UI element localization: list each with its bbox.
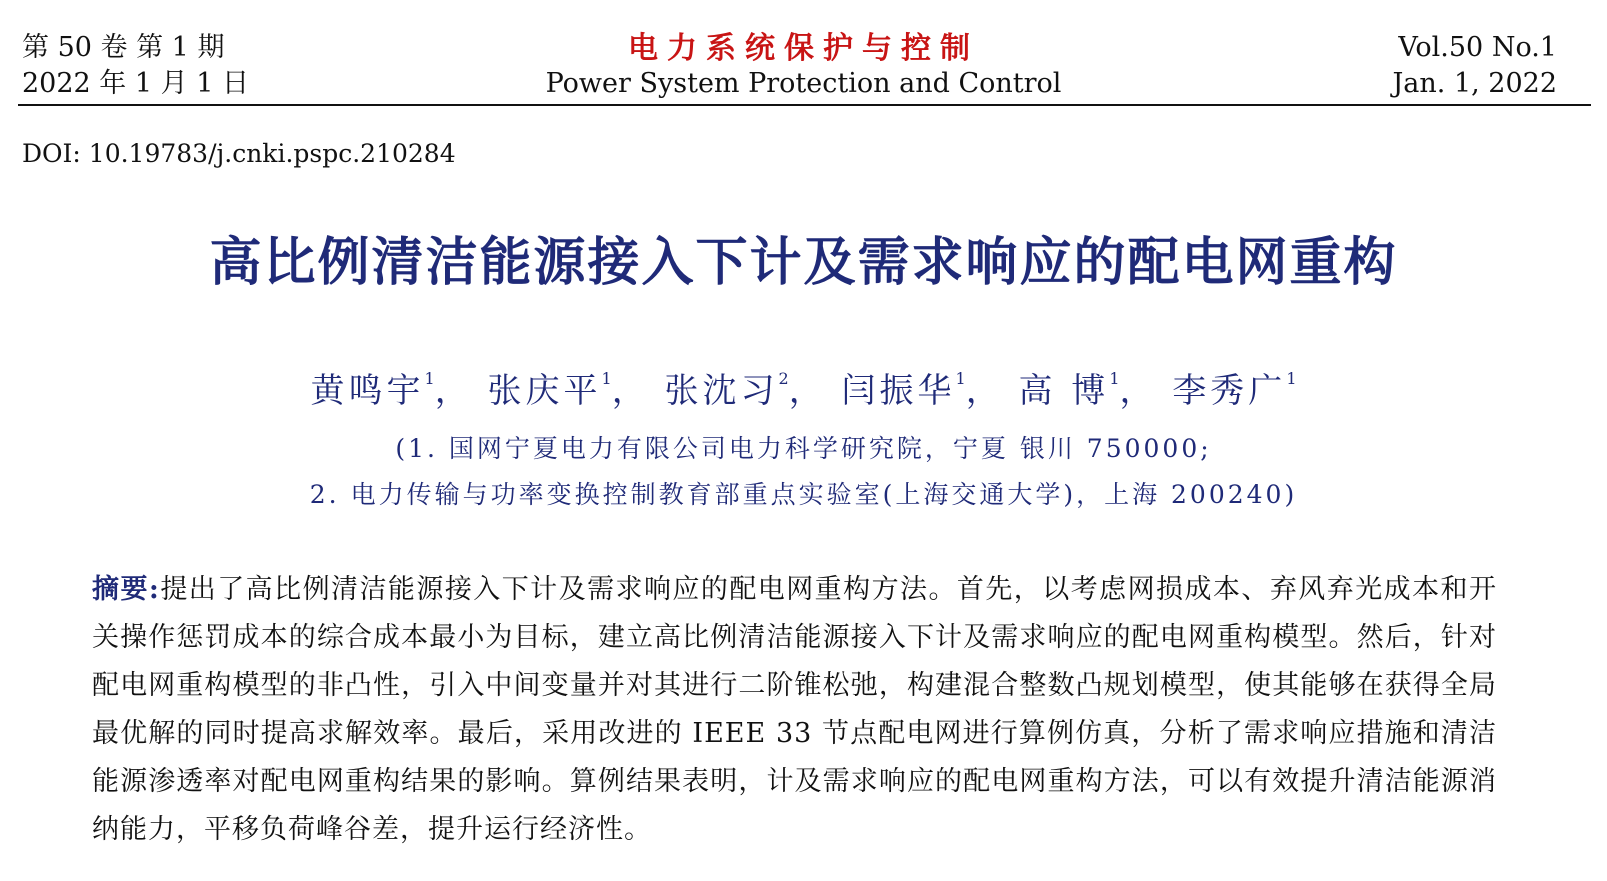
author-separator: ， <box>434 371 473 411</box>
author-affiliation-mark: 2 <box>778 369 789 388</box>
author: 张沈习 <box>664 371 779 411</box>
author-separator: ， <box>1119 371 1158 411</box>
header-right <box>1392 30 1557 102</box>
paper-title: 高比例清洁能源接入下计及需求响应的配电网重构 <box>209 233 1398 293</box>
author: 李秀广 <box>1172 371 1287 411</box>
author-affiliation-mark: 1 <box>1286 369 1297 388</box>
affiliation-2: 2. 电力传输与功率变换控制教育部重点实验室(上海交通大学)，上海 200240) <box>309 480 1298 509</box>
abstract-text: 提出了高比例清洁能源接入下计及需求响应的配电网重构方法。首先，以考虑网损成本、弃风弃光成本和开关操作惩罚成本的综合成本最小为目标，建立高比例清洁能源接入下计及需求响应的配电网重构模型。然后，针对配电网重构模型的非凸性，引入中间变量并对其进行二阶锥松弛，构建混合整数凸规划模型，使其能够在获得全局最优解的同时提高求解效率。最后，采用改进的 IEEE 33 节点配电网进行算例仿真，分析了需求响应措施和清洁能源渗透率对配电网重构结果的影响。算例结果表明，计及需求响应的配电网重构方法，可以有效提升清洁能源消纳能力，平移负荷峰谷差，提升运行经济性。 <box>92 574 1498 845</box>
journal-name-en: Power System Protection and Control <box>545 68 1062 99</box>
author-separator: ， <box>611 371 650 411</box>
abstract-label: 摘要: <box>92 574 160 605</box>
date-cn: 2022 年 1 月 1 日 <box>22 68 249 99</box>
author: 闫振华 <box>841 371 956 411</box>
author-affiliation-mark: 1 <box>1109 369 1120 388</box>
volume-issue-en: Vol.50 No.1 <box>1398 32 1557 63</box>
abstract <box>92 566 1497 854</box>
author-affiliation-mark: 1 <box>601 369 612 388</box>
author-separator: ， <box>788 371 827 411</box>
journal-name-cn: 电力系统保护与控制 <box>628 31 979 66</box>
author-separator: ， <box>965 371 1004 411</box>
header-center <box>0 30 1607 100</box>
author: 高 博 <box>1018 371 1110 411</box>
volume-issue-cn: 第 50 卷 第 1 期 <box>22 32 225 63</box>
date-en: Jan. 1, 2022 <box>1392 68 1557 99</box>
affiliation-1: (1. 国网宁夏电力有限公司电力科学研究院，宁夏 银川 750000; <box>395 434 1212 463</box>
author-affiliation-mark: 1 <box>955 369 966 388</box>
author-list <box>0 355 1607 415</box>
author: 张庆平 <box>487 371 602 411</box>
header-rule <box>18 104 1591 106</box>
doi[interactable]: DOI: 10.19783/j.cnki.pspc.210284 <box>22 139 456 168</box>
author: 黄鸣宇 <box>310 371 425 411</box>
author-affiliation-mark: 1 <box>424 369 435 388</box>
